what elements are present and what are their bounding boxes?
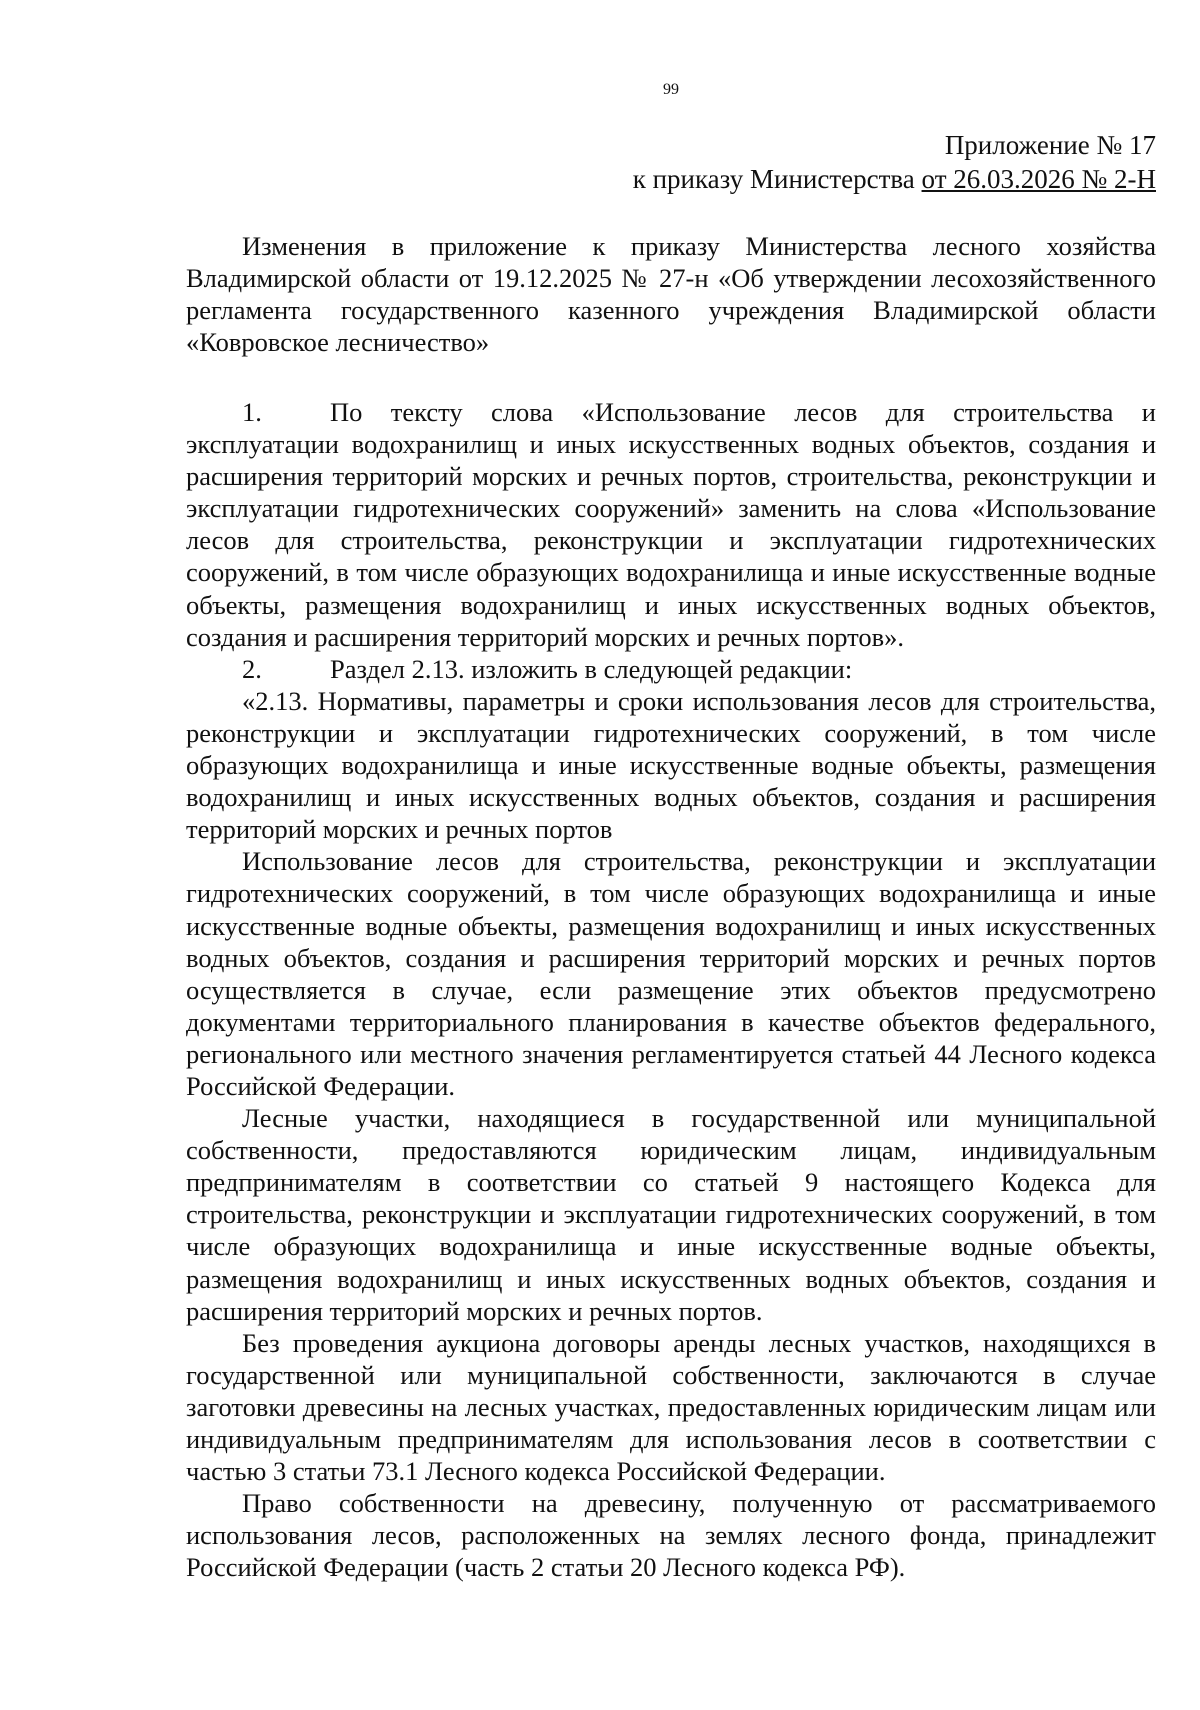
appendix-header: [633, 128, 1156, 196]
item-1-number: 1.: [242, 397, 262, 427]
paragraph-usage-conditions: Использование лесов для строительства, реконструкции и эксплуатации гидротехнических сооружений, в том числе образующих водохранилища и иные искусственные водные объекты, размещения водохранилищ и иных искусственных водных объектов, создания и расширения территорий морских и речных портов осуществляется в случае, если размещение этих объектов предусмотрено документами территориального планирования в качестве объектов федерального, регионального или местного значения регламентируется статьей 44 Лесного кодекса Российской Федерации.: [186, 846, 1156, 1101]
appendix-order-line: [633, 162, 1156, 196]
appendix-number: Приложение № 17: [944, 130, 1156, 160]
document-title: Изменения в приложение к приказу Министерства лесного хозяйства Владимирской области от 19.12.2025 № 27-н «Об утверждении лесохозяйственного регламента государственного казенного учреждения Владимирской области «Ковровское лесничество»: [186, 231, 1156, 357]
appendix-order-prefix: к приказу Министерства: [632, 164, 922, 194]
document-page: [186, 0, 1156, 1710]
item-1-text: По тексту слова «Использование лесов для строительства и эксплуатации водохранилищ и иных искусственных водных объектов, создания и расширения территорий морских и речных портов, строительства, реконструкции и эксплуатации гидротехнических сооружений» заменить на слова «Использование лесов для строительства, реконструкции и эксплуатации гидротехнических сооружений, в том числе образующих водохранилища и иные искусственные водные объекты, размещения водохранилищ и иных искусственных водных объектов, создания и расширения территорий морских и речных портов».: [186, 397, 1156, 652]
item-2: [186, 653, 1156, 685]
document-body: [186, 396, 1156, 1583]
item-1: [186, 396, 1156, 653]
item-2-number: 2.: [242, 653, 262, 684]
page-number: 99: [663, 81, 679, 98]
paragraph-forest-plots: Лесные участки, находящиеся в государственной или муниципальной собственности, предоставляются юридическим лицам, индивидуальным предпринимателям в соответствии со статьей 9 настоящего Кодекса для строительства, реконструкции и эксплуатации гидротехнических сооружений, в том числе образующих водохранилища и иные искусственные водные объекты, размещения водохранилищ и иных искусственных водных объектов, создания и расширения территорий морских и речных портов.: [186, 1103, 1156, 1326]
item-2-text: Раздел 2.13. изложить в следующей редакции:: [330, 653, 853, 684]
appendix-order-reference: от 26.03.2026 № 2-Н: [921, 164, 1156, 194]
paragraph-wood-ownership: Право собственности на древесину, полученную от рассматриваемого использования лесов, расположенных на землях лесного фонда, принадлежит Российской Федерации (часть 2 статьи 20 Лесного кодекса РФ).: [186, 1488, 1156, 1583]
section-2-13-heading: «2.13. Нормативы, параметры и сроки использования лесов для строительства, реконструкции и эксплуатации гидротехнических сооружений, в том числе образующих водохранилища и иные искусственные водные объекты, размещения водохранилищ и иных искусственных водных объектов, создания и расширения территорий морских и речных портов: [186, 685, 1156, 845]
paragraph-lease-without-auction: Без проведения аукциона договоры аренды лесных участков, находящихся в государственной или муниципальной собственности, заключаются в случае заготовки древесины на лесных участках, предоставленных юридическим лицам или индивидуальным предпринимателям для использования лесов в соответствии с частью 3 статьи 73.1 Лесного кодекса Российской Федерации.: [186, 1327, 1156, 1487]
